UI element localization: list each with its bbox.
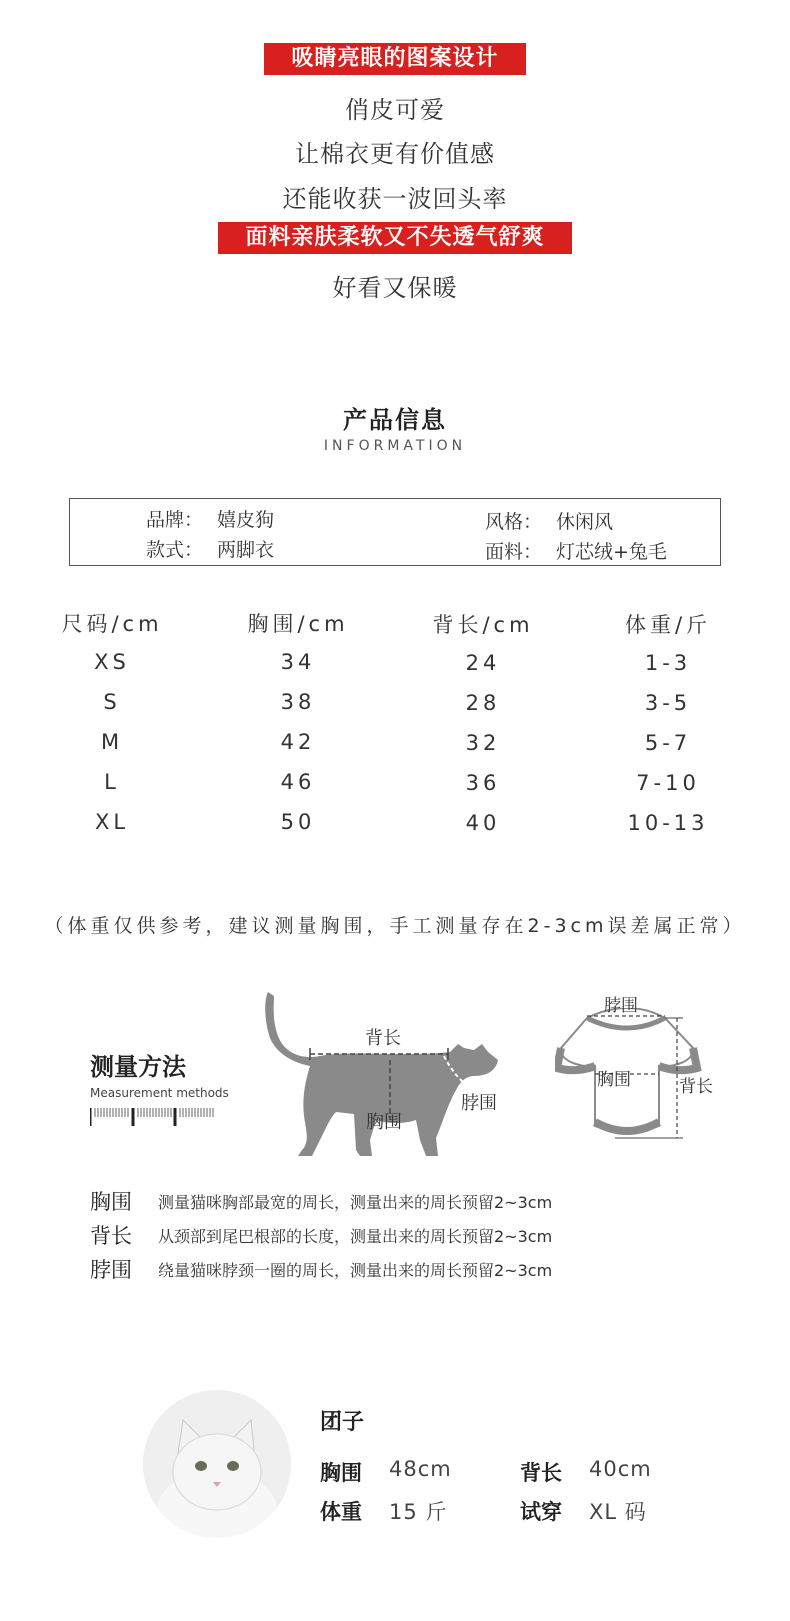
cat-face-icon [143,1390,291,1538]
cell-weight: 5-7 [644,731,692,755]
cat-silhouette-icon [260,990,510,1160]
model-try-value: XL 码 [589,1500,647,1524]
cell-size: XL [94,810,130,834]
cell-size: XS [94,650,130,674]
header-back: 背长/cm [432,613,534,637]
type-label: 款式： [146,539,204,561]
model-name: 团子 [320,1410,365,1435]
cell-size: L [104,770,120,794]
cell-back: 32 [465,731,501,755]
model-back-value: 40cm [589,1457,652,1481]
header-size: 尺码/cm [61,612,163,636]
fabric-label: 面料： [485,541,543,563]
model-chest-value: 48cm [389,1457,452,1481]
header-weight: 体重/斤 [624,613,712,637]
cell-back: 28 [465,691,501,715]
shirt-chest-label: 胸围 [597,1070,631,1090]
cell-back: 40 [465,811,501,835]
style-value: 休闲风 [556,511,614,533]
legend-desc: 绕量猫咪脖颈一圈的周长，测量出来的周长预留2~3cm [158,1261,553,1280]
cell-chest: 34 [280,650,316,674]
cell-weight: 1-3 [644,651,692,675]
cat-chest-label: 胸围 [366,1112,402,1133]
measure-subtitle: Measurement methods [90,1086,229,1100]
cell-weight: 10-13 [627,811,709,835]
cell-chest: 38 [280,690,316,714]
shirt-neck-label: 脖围 [604,996,638,1016]
cell-back: 36 [465,771,501,795]
header-chest: 胸围/cm [247,612,349,636]
promo-line-4: 好看又保暖 [332,274,458,302]
cat-neck-label: 脖围 [461,1093,497,1114]
brand-label: 品牌： [146,509,204,531]
cell-size: S [103,690,121,714]
ruler-icon [90,1106,216,1128]
cat-avatar [143,1390,291,1538]
product-info-box [69,498,721,566]
promo-line-2: 让棉衣更有价值感 [295,140,495,168]
cell-size: M [100,730,124,754]
cell-weight: 7-10 [636,771,700,795]
cat-back-label: 背长 [365,1028,401,1049]
style-label: 风格： [485,511,543,533]
legend-desc: 从颈部到尾巴根部的长度，测量出来的周长预留2~3cm [158,1227,553,1246]
model-chest-label: 胸围 [320,1461,362,1485]
model-weight-label: 体重 [320,1500,362,1524]
size-note: （体重仅供参考，建议测量胸围，手工测量存在2-3cm误差属正常） [44,915,746,937]
cell-back: 24 [465,651,501,675]
model-back-label: 背长 [520,1461,562,1485]
legend-desc: 测量猫咪胸部最宽的周长，测量出来的周长预留2~3cm [158,1193,553,1212]
promo-line-1: 俏皮可爱 [345,96,445,124]
brand-value: 嬉皮狗 [217,509,275,531]
model-try-label: 试穿 [520,1500,562,1524]
measure-title: 测量方法 [90,1053,186,1081]
cell-chest: 50 [280,810,316,834]
info-subtitle: INFORMATION [323,438,467,454]
legend-key: 胸围 [90,1190,132,1214]
promo-line-3: 还能收获一波回头率 [282,185,508,213]
info-title: 产品信息 [343,406,447,434]
promo-banner-2: 面料亲肤柔软又不失透气舒爽 [218,222,572,254]
cell-weight: 3-5 [644,691,692,715]
model-weight-value: 15 斤 [389,1500,448,1524]
shirt-back-label: 背长 [679,1077,713,1097]
promo-banner-1: 吸睛亮眼的图案设计 [264,43,526,75]
cell-chest: 46 [280,770,316,794]
type-value: 两脚衣 [217,539,275,561]
legend-key: 脖围 [90,1258,132,1282]
legend-key: 背长 [90,1224,132,1248]
fabric-value: 灯芯绒+兔毛 [556,541,667,563]
cell-chest: 42 [280,730,316,754]
